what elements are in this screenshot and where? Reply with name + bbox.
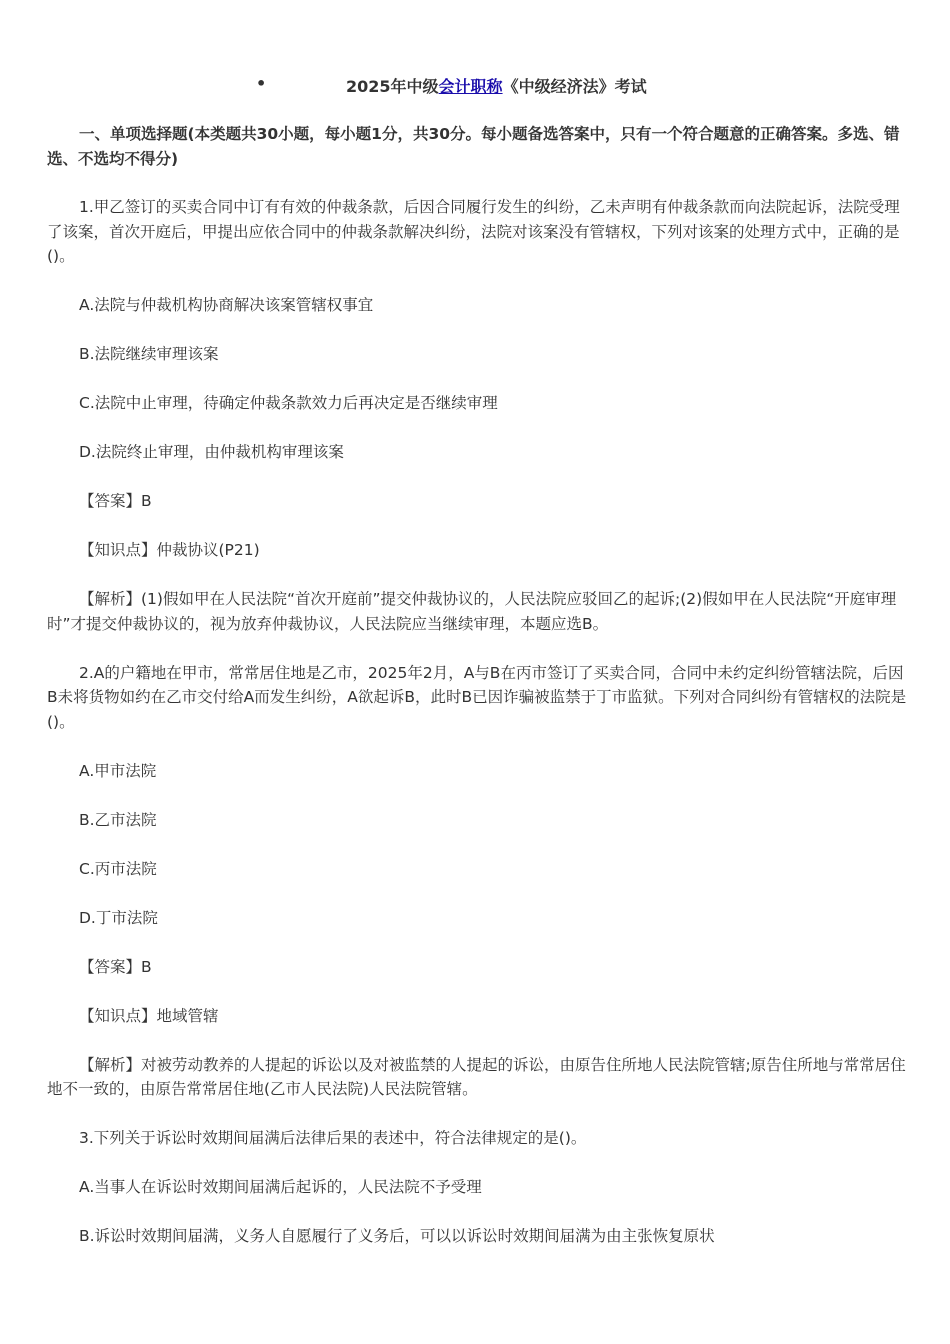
- knowledge-point-2: 【知识点】地域管辖: [79, 1006, 219, 1025]
- option-3b: B.诉讼时效期间届满，义务人自愿履行了义务后，可以以诉讼时效期间届满为由主张恢复原状: [79, 1227, 715, 1245]
- question-2: 2.A的户籍地在甲市，常常居住地是乙市，2025年2月，A与B在丙市签订了买卖合同，合同中未约定纠纷管辖法院，后因B未将货物如约在乙市交付给A而发生纠纷，A欲起诉B，此时B已因诈骗被监禁于丁市监狱。下列对合同纠纷有管辖权的法院是()。: [47, 663, 907, 731]
- option-1a: A.法院与仲裁机构协商解决该案管辖权事宜: [79, 296, 374, 314]
- answer-1: 【答案】B: [79, 492, 152, 510]
- explanation-1: 【解析】(1)假如甲在人民法院“首次开庭前”提交仲裁协议的，人民法院应驳回乙的起诉;(2)假如甲在人民法院“开庭审理时”才提交仲裁协议的，视为放弃仲裁协议，人民法院应当继续审理，本题应选B。: [47, 590, 897, 633]
- section-heading: 一、单项选择题(本类题共30小题，每小题1分，共30分。每小题备选答案中，只有一个符合题意的正确答案。多选、错选、不选均不得分): [47, 125, 900, 168]
- option-1b: B.法院继续审理该案: [79, 345, 219, 363]
- option-2c: C.丙市法院: [79, 859, 157, 878]
- option-2b: B.乙市法院: [79, 810, 157, 829]
- bullet-marker: •: [256, 74, 267, 93]
- question-1: 1.甲乙签订的买卖合同中订有有效的仲裁条款，后因合同履行发生的纠纷，乙未声明有仲裁条款而向法院起诉，法院受理了该案，首次开庭后，甲提出应依合同中的仲裁条款解决纠纷，法院对该案没有管辖权，下列对该案的处理方式中，正确的是()。: [47, 198, 900, 265]
- option-1d: D.法院终止审理，由仲裁机构审理该案: [79, 443, 344, 461]
- answer-2: 【答案】B: [79, 957, 152, 976]
- knowledge-point-1: 【知识点】仲裁协议(P21): [79, 541, 260, 559]
- accounting-title-link[interactable]: 会计职称: [438, 77, 503, 96]
- title-prefix: 2025年中级: [346, 77, 439, 96]
- option-1c: C.法院中止审理，待确定仲裁条款效力后再决定是否继续审理: [79, 394, 498, 412]
- option-2a: A.甲市法院: [79, 761, 157, 780]
- title-suffix: 《中级经济法》考试: [502, 77, 647, 96]
- page-title: [346, 74, 647, 97]
- question-3: 3.下列关于诉讼时效期间届满后法律后果的表述中，符合法律规定的是()。: [79, 1129, 587, 1147]
- document-content: [47, 122, 913, 1273]
- option-2d: D.丁市法院: [79, 908, 158, 927]
- option-3a: A.当事人在诉讼时效期间届满后起诉的，人民法院不予受理: [79, 1178, 482, 1196]
- explanation-2: 【解析】对被劳动教养的人提起的诉讼以及对被监禁的人提起的诉讼，由原告住所地人民法院管辖;原告住所地与常常居住地不一致的，由原告常常居住地(乙市人民法院)人民法院管辖。: [47, 1055, 906, 1098]
- title-row: [0, 74, 950, 98]
